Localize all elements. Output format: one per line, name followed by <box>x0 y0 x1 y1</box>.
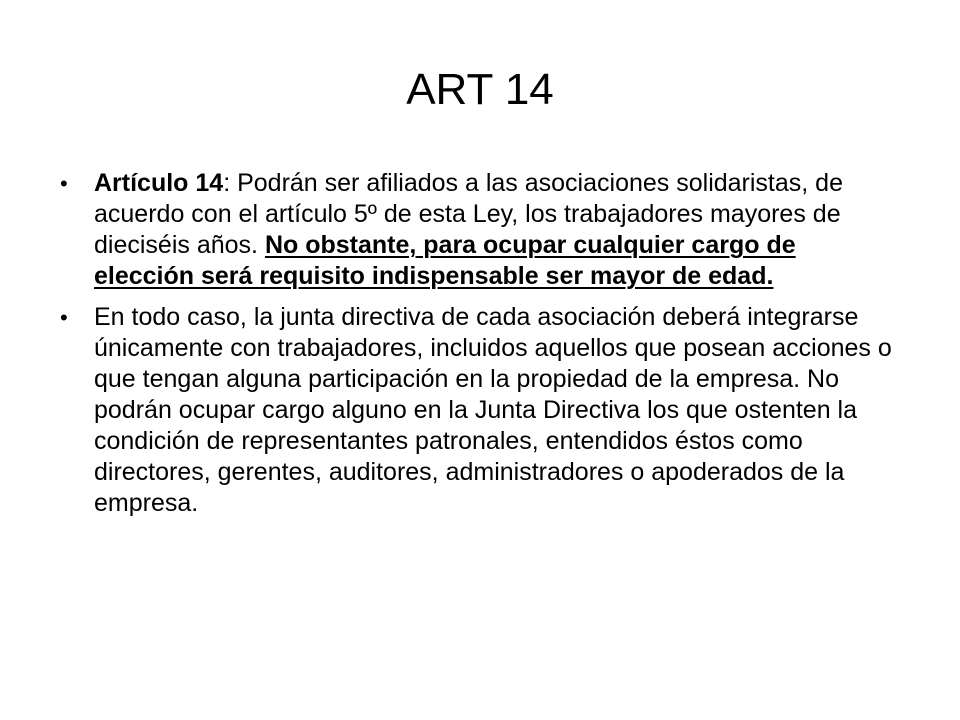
article-label: Artículo 14 <box>94 169 224 197</box>
bullet-item-junta-directiva <box>60 302 900 519</box>
junta-text: En todo caso, la junta directiva de cada asociación deberá integrarse únicamente con trabajadores, incluidos aquellos que posean acciones o que tengan alguna participación en la propiedad de la empresa. No podrán ocupar cargo alguno en la Junta Directiva los que ostenten la condición de representantes patronales, entendidos éstos como directores, gerentes, auditores, administradores o apoderados de la empresa. <box>94 303 892 517</box>
article-emphasis: No obstante, para ocupar cualquier cargo de elección será requisito indispensable ser mayor de edad. <box>94 231 796 290</box>
bullet-list <box>60 168 900 529</box>
bullet-dot-icon: • <box>60 171 68 196</box>
slide-title: ART 14 <box>406 65 554 114</box>
bullet-dot-icon: • <box>60 305 68 330</box>
bullet-item-article-14 <box>60 168 900 292</box>
article-text: : Podrán ser afiliados a las asociaciones solidaristas, de acuerdo con el artículo 5º de esta Ley, los trabajadores mayores de dieciséis años. <box>94 169 843 259</box>
